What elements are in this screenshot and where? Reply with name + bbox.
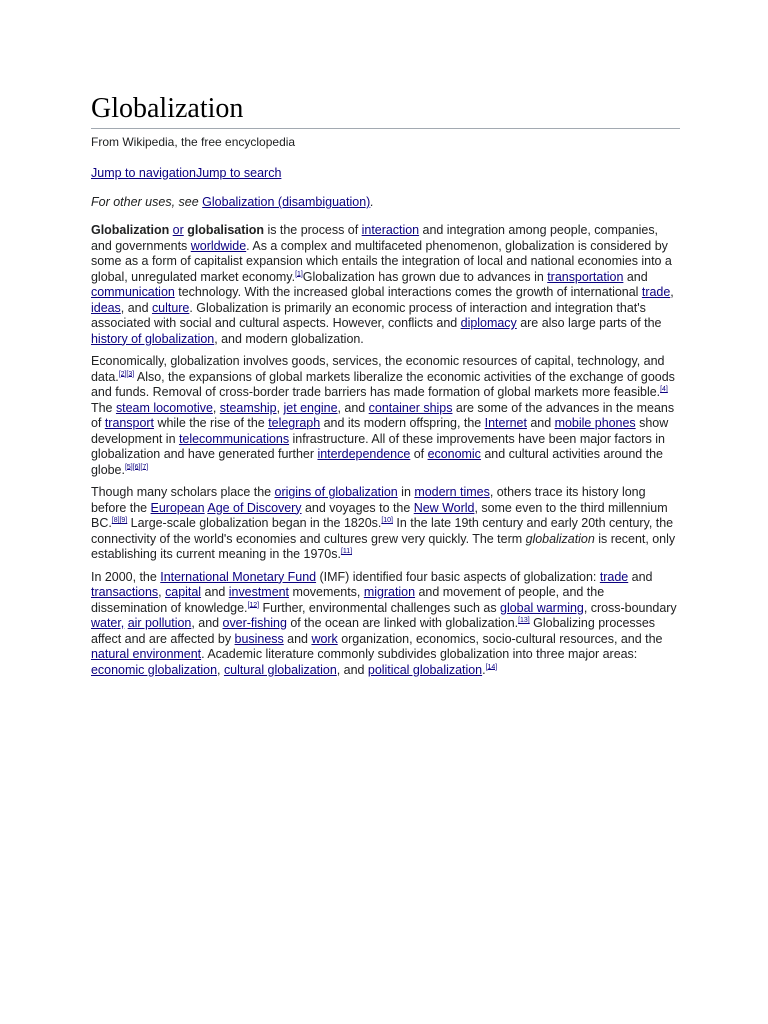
text: organization, economics, socio-cultural resources, and the: [337, 631, 663, 646]
text: of the ocean are linked with globalization.: [286, 616, 519, 630]
link-or[interactable]: or: [172, 223, 184, 237]
link-new-world[interactable]: New World: [413, 500, 475, 515]
link-transactions[interactable]: transactions: [91, 585, 159, 599]
citation-link[interactable]: [1]: [295, 270, 303, 278]
link-modern-times[interactable]: modern times: [414, 485, 490, 499]
text: Economically, globalization involves goods, services, the economic resources of capital, technology, and data.: [91, 354, 665, 384]
hatnote-prefix: For other uses, see: [91, 195, 203, 209]
paragraph-intro: [91, 223, 680, 347]
link-worldwide[interactable]: worldwide: [190, 238, 247, 253]
citation: [341, 548, 352, 555]
text: Though many scholars place the: [91, 485, 275, 499]
citation-link[interactable]: [2][3]: [118, 370, 135, 378]
jump-links: [91, 165, 680, 181]
link-imf[interactable]: International Monetary Fund: [160, 569, 317, 584]
link-history-of-globalization[interactable]: history of globalization: [91, 331, 215, 346]
text: movements,: [289, 585, 364, 599]
link-ideas[interactable]: ideas: [91, 300, 121, 315]
citation: [125, 463, 148, 470]
text: ,: [158, 585, 166, 599]
text: and: [201, 585, 229, 599]
text: ,: [276, 400, 284, 415]
link-investment[interactable]: investment: [228, 585, 290, 599]
text: Also, the expansions of global markets liberalize the economic activities of the exchange of goods and funds. Removal of cross-border trade barriers has made formation of global markets more feasible.: [91, 369, 675, 399]
site-tagline: From Wikipedia, the free encyclopedia: [91, 135, 296, 149]
text: The: [91, 400, 116, 415]
hatnote-suffix: .: [370, 195, 374, 209]
term-globalisation: globalisation: [187, 223, 265, 237]
text: . Academic literature commonly subdivides globalization into three major areas:: [201, 647, 638, 661]
link-steamship[interactable]: steamship: [219, 400, 277, 415]
text: while the rise of the: [154, 416, 269, 430]
text: , others trace its history long before the: [91, 485, 646, 515]
link-european[interactable]: European: [150, 500, 205, 515]
link-culture[interactable]: culture: [151, 300, 190, 315]
citation-link[interactable]: [13]: [518, 616, 530, 624]
hatnote: [91, 194, 680, 210]
text: . Globalization is primarily an economic process of interaction and integration that's associated with social and cultural aspects. However, conflicts and: [91, 300, 646, 330]
link-air-pollution[interactable]: air pollution: [127, 616, 192, 630]
text: , cross-boundary: [583, 600, 677, 615]
text: and: [623, 269, 648, 284]
text: In the late 19th century and early 20th century, the connectivity of the world's economies and cultures grew very quickly. The term: [91, 516, 674, 546]
link-steam-locomotive[interactable]: steam locomotive: [115, 400, 213, 415]
link-internet[interactable]: Internet: [484, 416, 527, 430]
text: and cultural activities around the globe.: [91, 447, 663, 477]
link-mobile-phones[interactable]: mobile phones: [554, 416, 636, 430]
text: technology. With the increased global interactions comes the growth of international: [174, 285, 642, 299]
citation: [486, 663, 498, 670]
link-telecommunications[interactable]: telecommunications: [178, 431, 290, 446]
link-natural-environment[interactable]: natural environment: [91, 647, 202, 661]
paragraph-history: [91, 485, 680, 563]
text: ,: [670, 285, 674, 299]
article: [91, 92, 680, 685]
link-work[interactable]: work: [311, 631, 338, 646]
citation: [119, 370, 134, 377]
citation-link[interactable]: [14]: [485, 663, 498, 671]
text: and: [628, 569, 653, 584]
text: , some even to the third millennium BC.: [91, 500, 668, 530]
citation: [381, 517, 393, 524]
citation-link[interactable]: [8][9]: [111, 516, 128, 524]
text: are some of the advances in the means of: [91, 400, 675, 430]
link-political-globalization[interactable]: political globalization: [367, 662, 483, 677]
link-transportation[interactable]: transportation: [547, 269, 624, 284]
text: In 2000, the: [91, 569, 161, 584]
text: . As a complex and multifaceted phenomenon, globalization is considered by some as a form of capitalist expansion which entails the integration of local and national economies into a global, unregulated market economy.: [91, 238, 672, 284]
link-economic[interactable]: economic: [427, 447, 481, 461]
link-communication[interactable]: communication: [91, 285, 175, 299]
citation: [112, 517, 127, 524]
citation-link[interactable]: [4]: [660, 385, 668, 393]
text: Globalizing processes affect and are affected by: [91, 616, 656, 646]
link-telegraph[interactable]: telegraph: [268, 416, 321, 430]
text: is the process of: [264, 223, 362, 237]
link-jet-engine[interactable]: jet engine: [283, 400, 338, 415]
text: Further, environmental challenges such as: [259, 600, 501, 615]
citation-link[interactable]: [5][6][7]: [124, 463, 149, 471]
text: , and: [337, 400, 369, 415]
citation: [518, 617, 530, 624]
text: and voyages to the: [301, 500, 414, 515]
link-trade[interactable]: trade: [641, 285, 671, 299]
text: , and: [191, 616, 223, 630]
link-diplomacy[interactable]: diplomacy: [460, 316, 517, 330]
citation: [295, 270, 303, 277]
text: and: [283, 631, 312, 646]
link-global-warming[interactable]: global warming: [500, 600, 584, 615]
link-origins-of-globalization[interactable]: origins of globalization: [274, 485, 398, 499]
paragraph-economic: [91, 354, 680, 478]
link-cultural-globalization[interactable]: cultural globalization: [223, 662, 337, 677]
text: , and modern globalization.: [214, 331, 364, 346]
text: (IMF) identified four basic aspects of globalization:: [316, 569, 600, 584]
link-water[interactable]: water,: [91, 616, 125, 630]
text: and movement of people, and the dissemination of knowledge.: [91, 585, 605, 615]
link-interdependence[interactable]: interdependence: [317, 447, 411, 461]
citation: [660, 386, 668, 393]
paragraph-imf: [91, 570, 680, 679]
link-capital[interactable]: capital: [165, 585, 202, 599]
jump-to-search-link[interactable]: Jump to search: [195, 166, 282, 180]
citation: [248, 601, 260, 608]
term-globalization: Globalization: [91, 223, 170, 237]
link-container-ships[interactable]: container ships: [368, 400, 453, 415]
text: and: [526, 416, 555, 430]
text: ,: [217, 662, 224, 677]
text: in: [397, 485, 415, 499]
text: of: [410, 447, 428, 461]
citation-link[interactable]: [11]: [340, 547, 353, 555]
link-age-of-discovery[interactable]: Age of Discovery: [207, 500, 302, 515]
article-body: [91, 223, 680, 678]
link-transport[interactable]: transport: [104, 416, 154, 430]
text: Large-scale globalization began in the 1820s.: [127, 516, 382, 530]
text: show development in: [91, 416, 669, 446]
citation-link[interactable]: [10]: [381, 516, 393, 524]
link-interaction[interactable]: interaction: [361, 223, 420, 237]
text: are also large parts of the: [516, 316, 662, 330]
text: is recent, only establishing its current meaning in the 1970s.: [91, 531, 676, 561]
link-over-fishing[interactable]: over-fishing: [222, 616, 287, 630]
text: infrastructure. All of these improvements have been major factors in globalization and have generated further: [91, 431, 665, 461]
jump-to-navigation-link[interactable]: Jump to navigation: [91, 166, 196, 180]
text: .: [482, 662, 486, 677]
link-business[interactable]: business: [234, 631, 284, 646]
text: ,: [212, 400, 220, 415]
text: , and: [336, 662, 368, 677]
term-globalization-italic: globalization: [525, 531, 595, 546]
link-trade[interactable]: trade: [599, 569, 629, 584]
text: , and: [120, 300, 152, 315]
text: and its modern offspring, the: [320, 416, 485, 430]
text: Globalization has grown due to advances in: [302, 269, 548, 284]
citation-link[interactable]: [12]: [247, 601, 260, 609]
page-title: Globalization: [91, 92, 680, 129]
link-economic-globalization[interactable]: economic globalization: [91, 662, 218, 677]
link-migration[interactable]: migration: [363, 585, 416, 599]
disambiguation-link[interactable]: Globalization (disambiguation): [202, 195, 371, 209]
text: and integration among people, companies, and governments: [91, 223, 659, 253]
